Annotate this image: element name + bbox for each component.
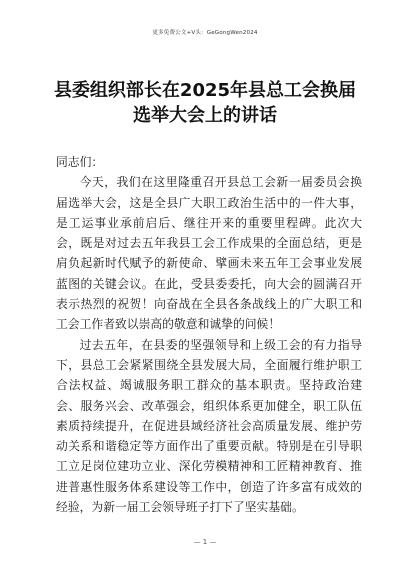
document-body (56, 152, 362, 517)
header-note: 更多免费公文+V头：GeGongWen2024 (152, 30, 258, 36)
paragraph-1: 今天，我们在这里隆重召开县总工会新一届委员会换届选举大会，这是全县广大职工政治生活中的一件大事，是工运事业承前启后、继往开来的重要里程碑。此次大会，既是对过去五年我县工会工作成果的全面总结，更是肩负起新时代赋予的新使命、擘画未来五年工会事业发展蓝图的关键会议。在此，受县委委托，向大会的圆满召开表示热烈的祝贺！向奋战在全县各条战线上的广大职工和工会工作者致以崇高的敬意和诚挚的问候！ (56, 175, 362, 332)
paragraph-2: 过去五年，在县委的坚强领导和上级工会的有力指导下，县总工会紧紧围绕全县发展大局，全面履行维护职工合法权益、竭诚服务职工群众的基本职责。坚持政治建会、服务兴会、改革强会，组织体系更加健全，职工队伍素质持续提升，在促进县域经济社会高质量发展、维护劳动关系和谐稳定等方面作出了重要贡献。特别是在引导职工立足岗位建功立业、深化劳模精神和工匠精神教育、推进普惠性服务体系建设等工作中，创造了许多富有成效的经验，为新一届工会领导班子打下了坚实基础。 (56, 337, 362, 515)
page-number: — 1 — (193, 538, 217, 546)
salutation: 同志们： (56, 155, 104, 169)
document-title: 县委组织部长在2025年县总工会换届选举大会上的讲话 (53, 80, 357, 126)
